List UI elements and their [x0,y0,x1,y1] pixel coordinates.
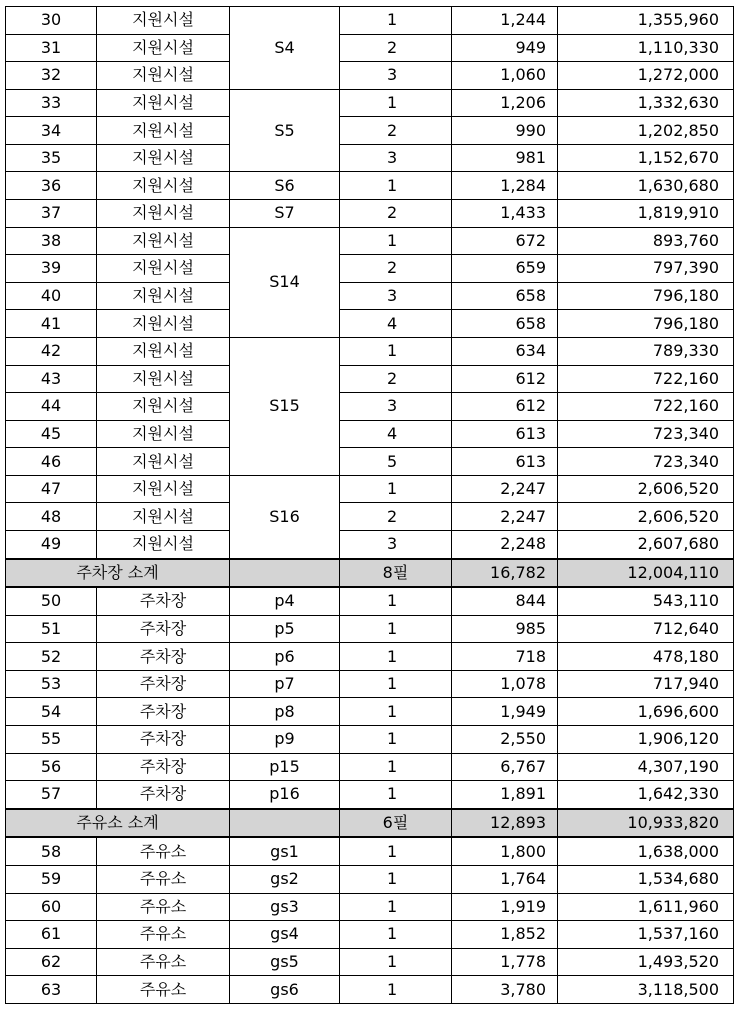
area-value: 2,247 [452,503,558,531]
facility-type: 지원시설 [97,393,230,421]
table-row [6,753,734,781]
lot-code: p9 [230,726,340,754]
table-row [6,62,734,90]
facility-type: 주유소 [97,948,230,976]
row-number: 36 [6,172,97,200]
amount-value: 1,537,160 [558,921,734,949]
row-number: 31 [6,34,97,62]
subtotal-lot-empty [230,559,340,588]
lot-count: 1 [340,753,452,781]
table-row [6,227,734,255]
area-value: 613 [452,420,558,448]
amount-value: 1,272,000 [558,62,734,90]
area-value: 2,248 [452,530,558,558]
lot-count: 1 [340,976,452,1004]
parcel-table [5,6,734,1004]
area-value: 1,433 [452,200,558,228]
amount-value: 478,180 [558,643,734,671]
lot-code: gs6 [230,976,340,1004]
area-value: 1,206 [452,89,558,117]
area-value: 658 [452,282,558,310]
area-value: 1,078 [452,670,558,698]
area-value: 949 [452,34,558,62]
lot-count: 1 [340,227,452,255]
lot-count: 1 [340,670,452,698]
lot-code: S4 [230,7,340,90]
table-row [6,726,734,754]
lot-count: 2 [340,503,452,531]
table-row [6,34,734,62]
table-row [6,670,734,698]
table-row [6,7,734,35]
amount-value: 722,160 [558,393,734,421]
table-row [6,337,734,365]
lot-count: 3 [340,530,452,558]
amount-value: 1,110,330 [558,34,734,62]
lot-code: gs4 [230,921,340,949]
area-value: 985 [452,615,558,643]
row-number: 30 [6,7,97,35]
row-number: 47 [6,475,97,503]
amount-value: 2,606,520 [558,475,734,503]
area-value: 1,244 [452,7,558,35]
amount-value: 1,493,520 [558,948,734,976]
row-number: 53 [6,670,97,698]
table-row [6,310,734,338]
facility-type: 지원시설 [97,255,230,283]
lot-count: 4 [340,420,452,448]
facility-type: 지원시설 [97,310,230,338]
table-row [6,893,734,921]
table-row [6,615,734,643]
amount-value: 543,110 [558,587,734,615]
amount-value: 1,152,670 [558,144,734,172]
amount-value: 722,160 [558,365,734,393]
lot-code: S7 [230,200,340,228]
lot-count: 1 [340,726,452,754]
area-value: 1,800 [452,837,558,865]
row-number: 40 [6,282,97,310]
lot-count: 1 [340,698,452,726]
facility-type: 주유소 [97,837,230,865]
facility-type: 지원시설 [97,448,230,476]
table-row [6,587,734,615]
amount-value: 1,638,000 [558,837,734,865]
facility-type: 지원시설 [97,530,230,558]
lot-code: p7 [230,670,340,698]
lot-code: gs3 [230,893,340,921]
lot-count: 1 [340,893,452,921]
amount-value: 1,906,120 [558,726,734,754]
amount-value: 789,330 [558,337,734,365]
lot-code: p15 [230,753,340,781]
lot-code: S15 [230,337,340,475]
table-row [6,837,734,865]
area-value: 1,852 [452,921,558,949]
row-number: 57 [6,781,97,809]
row-number: 55 [6,726,97,754]
facility-type: 지원시설 [97,117,230,145]
table-row [6,781,734,809]
lot-count: 2 [340,255,452,283]
facility-type: 지원시설 [97,337,230,365]
row-number: 37 [6,200,97,228]
lot-count: 1 [340,7,452,35]
subtotal-amount: 12,004,110 [558,559,734,588]
amount-value: 797,390 [558,255,734,283]
area-value: 613 [452,448,558,476]
amount-value: 723,340 [558,420,734,448]
area-value: 2,550 [452,726,558,754]
lot-code: S5 [230,89,340,172]
amount-value: 1,819,910 [558,200,734,228]
lot-count: 1 [340,615,452,643]
row-number: 33 [6,89,97,117]
area-value: 672 [452,227,558,255]
area-value: 658 [452,310,558,338]
lot-code: gs2 [230,865,340,893]
row-number: 45 [6,420,97,448]
facility-type: 지원시설 [97,89,230,117]
area-value: 1,891 [452,781,558,809]
table-row [6,172,734,200]
lot-count: 1 [340,781,452,809]
row-number: 38 [6,227,97,255]
lot-count: 2 [340,365,452,393]
table-row [6,200,734,228]
lot-count: 4 [340,310,452,338]
facility-type: 지원시설 [97,365,230,393]
table-row [6,393,734,421]
area-value: 6,767 [452,753,558,781]
lot-count: 1 [340,865,452,893]
area-value: 844 [452,587,558,615]
amount-value: 1,355,960 [558,7,734,35]
row-number: 39 [6,255,97,283]
facility-type: 지원시설 [97,227,230,255]
row-number: 62 [6,948,97,976]
lot-count: 1 [340,837,452,865]
area-value: 659 [452,255,558,283]
row-number: 61 [6,921,97,949]
amount-value: 796,180 [558,282,734,310]
lot-code: gs1 [230,837,340,865]
area-value: 612 [452,365,558,393]
amount-value: 4,307,190 [558,753,734,781]
lot-count: 1 [340,89,452,117]
table-row [6,865,734,893]
lot-code: S16 [230,475,340,558]
lot-count: 3 [340,144,452,172]
facility-type: 지원시설 [97,200,230,228]
row-number: 50 [6,587,97,615]
amount-value: 1,332,630 [558,89,734,117]
row-number: 58 [6,837,97,865]
table-row [6,117,734,145]
subtotal-amount: 10,933,820 [558,809,734,838]
amount-value: 1,642,330 [558,781,734,809]
facility-type: 주차장 [97,615,230,643]
lot-code: gs5 [230,948,340,976]
facility-type: 주유소 [97,921,230,949]
row-number: 51 [6,615,97,643]
row-number: 42 [6,337,97,365]
lot-count: 1 [340,475,452,503]
lot-count: 1 [340,921,452,949]
area-value: 1,284 [452,172,558,200]
lot-count: 3 [340,282,452,310]
area-value: 718 [452,643,558,671]
area-value: 634 [452,337,558,365]
facility-type: 주차장 [97,781,230,809]
row-number: 54 [6,698,97,726]
facility-type: 주차장 [97,753,230,781]
table-row [6,503,734,531]
amount-value: 1,696,600 [558,698,734,726]
table-row [6,420,734,448]
lot-count: 1 [340,643,452,671]
amount-value: 1,534,680 [558,865,734,893]
facility-type: 주차장 [97,670,230,698]
lot-count: 1 [340,337,452,365]
amount-value: 1,202,850 [558,117,734,145]
row-number: 32 [6,62,97,90]
amount-value: 2,607,680 [558,530,734,558]
lot-count: 2 [340,200,452,228]
subtotal-row [6,559,734,588]
row-number: 34 [6,117,97,145]
table-row [6,698,734,726]
lot-count: 3 [340,393,452,421]
amount-value: 723,340 [558,448,734,476]
facility-type: 주차장 [97,643,230,671]
row-number: 60 [6,893,97,921]
area-value: 612 [452,393,558,421]
area-value: 981 [452,144,558,172]
facility-type: 주유소 [97,893,230,921]
lot-count: 5 [340,448,452,476]
row-number: 48 [6,503,97,531]
subtotal-label: 주유소 소계 [6,809,230,838]
lot-count: 1 [340,172,452,200]
subtotal-area: 12,893 [452,809,558,838]
row-number: 63 [6,976,97,1004]
facility-type: 지원시설 [97,62,230,90]
facility-type: 지원시설 [97,503,230,531]
area-value: 1,060 [452,62,558,90]
area-value: 1,919 [452,893,558,921]
subtotal-count: 8필 [340,559,452,588]
facility-type: 지원시설 [97,144,230,172]
amount-value: 1,611,960 [558,893,734,921]
lot-count: 2 [340,117,452,145]
facility-type: 지원시설 [97,34,230,62]
facility-type: 주차장 [97,698,230,726]
lot-count: 1 [340,587,452,615]
row-number: 46 [6,448,97,476]
subtotal-count: 6필 [340,809,452,838]
row-number: 59 [6,865,97,893]
row-number: 49 [6,530,97,558]
subtotal-area: 16,782 [452,559,558,588]
row-number: 35 [6,144,97,172]
facility-type: 주유소 [97,976,230,1004]
table-row [6,976,734,1004]
row-number: 52 [6,643,97,671]
amount-value: 712,640 [558,615,734,643]
table-row [6,921,734,949]
row-number: 41 [6,310,97,338]
table-row [6,365,734,393]
lot-code: p6 [230,643,340,671]
area-value: 1,949 [452,698,558,726]
facility-type: 지원시설 [97,420,230,448]
row-number: 43 [6,365,97,393]
area-value: 3,780 [452,976,558,1004]
amount-value: 717,940 [558,670,734,698]
facility-type: 지원시설 [97,172,230,200]
facility-type: 주유소 [97,865,230,893]
amount-value: 3,118,500 [558,976,734,1004]
lot-count: 1 [340,948,452,976]
table-row [6,530,734,558]
table-row [6,948,734,976]
facility-type: 지원시설 [97,7,230,35]
lot-code: p8 [230,698,340,726]
lot-code: p16 [230,781,340,809]
facility-type: 주차장 [97,587,230,615]
subtotal-lot-empty [230,809,340,838]
lot-code: S6 [230,172,340,200]
parcel-table-body [6,7,734,1004]
amount-value: 893,760 [558,227,734,255]
lot-code: S14 [230,227,340,337]
table-row [6,475,734,503]
area-value: 1,764 [452,865,558,893]
row-number: 56 [6,753,97,781]
subtotal-row [6,809,734,838]
table-row [6,89,734,117]
amount-value: 1,630,680 [558,172,734,200]
lot-count: 3 [340,62,452,90]
facility-type: 지원시설 [97,282,230,310]
amount-value: 2,606,520 [558,503,734,531]
area-value: 2,247 [452,475,558,503]
table-row [6,282,734,310]
row-number: 44 [6,393,97,421]
table-row [6,255,734,283]
amount-value: 796,180 [558,310,734,338]
lot-code: p4 [230,587,340,615]
facility-type: 지원시설 [97,475,230,503]
subtotal-label: 주차장 소계 [6,559,230,588]
table-row [6,643,734,671]
table-row [6,144,734,172]
lot-count: 2 [340,34,452,62]
area-value: 990 [452,117,558,145]
area-value: 1,778 [452,948,558,976]
table-row [6,448,734,476]
facility-type: 주차장 [97,726,230,754]
lot-code: p5 [230,615,340,643]
